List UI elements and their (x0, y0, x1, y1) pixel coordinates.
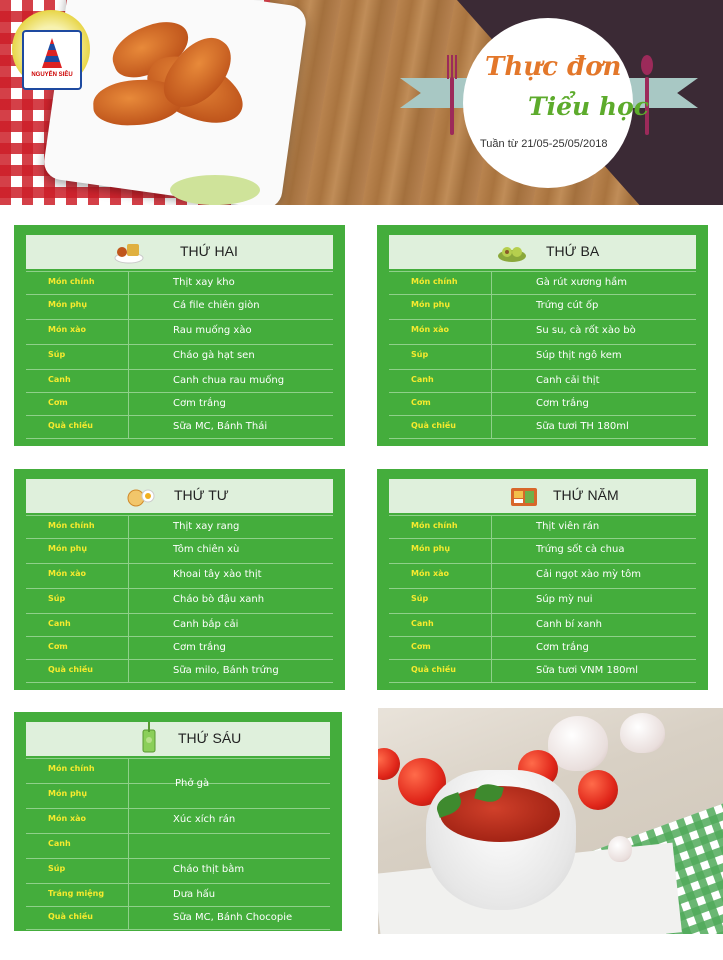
row-value: Sữa tươi VNM 180ml (536, 665, 639, 676)
row-label: Món chính (48, 521, 95, 530)
table-row (26, 613, 333, 636)
table-row (26, 392, 333, 415)
card-header (26, 479, 333, 513)
row-value: Cá file chiên giòn (173, 300, 260, 311)
garlic-image (620, 713, 665, 753)
table-row (389, 563, 696, 588)
tomato-image (378, 748, 400, 780)
table-row (26, 271, 333, 294)
menu-table (26, 515, 333, 683)
menu-card-thu (377, 469, 708, 690)
row-label: Tráng miệng (48, 889, 105, 898)
menu-table (389, 271, 696, 439)
row-value: Súp mỳ nui (536, 594, 593, 605)
row-value: Dưa hấu (173, 889, 216, 900)
row-label: Cơm (48, 398, 68, 407)
row-label: Súp (48, 350, 66, 359)
day-title: THỨ HAI (180, 243, 238, 259)
row-label: Quà chiều (411, 665, 456, 674)
table-row (389, 659, 696, 683)
day-title: THỨ NĂM (553, 487, 619, 503)
row-label: Quà chiều (48, 421, 93, 430)
table-row (389, 319, 696, 344)
row-label: Món phụ (411, 300, 451, 309)
smoothie-cup-icon (134, 722, 164, 754)
bento-box-icon (509, 484, 539, 508)
row-label: Món phụ (48, 544, 88, 553)
lime-slice-image (170, 175, 260, 205)
table-row (26, 319, 333, 344)
table-row (389, 613, 696, 636)
table-row (389, 344, 696, 369)
table-row (26, 808, 330, 833)
table-row (26, 563, 333, 588)
row-value: Sữa milo, Bánh trứng (173, 665, 279, 676)
menu-card-fri (14, 712, 342, 931)
row-label: Quà chiều (411, 421, 456, 430)
row-value: Sữa MC, Bánh Chocopie (173, 912, 293, 923)
table-row (389, 415, 696, 439)
row-label: Cơm (411, 642, 431, 651)
row-value: Cháo thịt bằm (173, 864, 245, 875)
row-value: Sữa MC, Bánh Thái (173, 421, 268, 432)
row-label: Cơm (48, 642, 68, 651)
row-label: Canh (48, 619, 71, 628)
menu-card-wed (14, 469, 345, 690)
row-value: Gà rút xương hầm (536, 277, 628, 288)
week-range: Tuần từ 21/05-25/05/2018 (480, 138, 608, 150)
row-value: Sữa tươi TH 180ml (536, 421, 629, 432)
row-label: Món xào (411, 569, 449, 578)
row-label: Món xào (48, 569, 86, 578)
table-row (26, 883, 330, 906)
row-label: Cơm (411, 398, 431, 407)
tomato-image (578, 770, 618, 810)
row-value: Tôm chiên xù (173, 544, 240, 555)
tower-icon (42, 38, 62, 68)
logo-text: NGUYỄN SIÊU (31, 72, 73, 78)
table-row (26, 833, 330, 858)
row-label: Món phụ (411, 544, 451, 553)
row-label: Canh (48, 375, 71, 384)
table-row (389, 538, 696, 563)
row-value: Rau muống xào (173, 325, 252, 336)
row-value: Súp thịt ngô kem (536, 350, 622, 361)
card-header (26, 722, 330, 756)
table-row (26, 636, 333, 659)
row-value: Canh chua rau muống (173, 375, 285, 386)
menu-table (26, 271, 333, 439)
tomato-sauce-photo (378, 708, 723, 934)
row-label: Canh (411, 619, 434, 628)
table-row (26, 344, 333, 369)
row-label: Món chính (411, 277, 458, 286)
row-value: Thịt xay rang (173, 521, 240, 532)
row-label: Món phụ (48, 300, 88, 309)
row-label: Súp (411, 350, 429, 359)
row-label: Món chính (411, 521, 458, 530)
menu-title: Thực đơn (485, 52, 622, 82)
table-row (26, 659, 333, 683)
row-label: Món chính (48, 764, 95, 773)
menu-table (389, 515, 696, 683)
header-banner (0, 0, 723, 205)
row-value: Canh bí xanh (536, 619, 602, 630)
table-row (26, 858, 330, 883)
fork-icon (447, 55, 457, 135)
table-row (26, 906, 330, 930)
table-row (389, 588, 696, 613)
row-label: Súp (411, 594, 429, 603)
table-row (389, 294, 696, 319)
row-label: Món phụ (48, 789, 88, 798)
school-logo (22, 30, 82, 90)
row-value: Cơm trắng (536, 642, 589, 653)
breakfast-icon (126, 484, 156, 508)
row-value: Xúc xích rán (173, 814, 236, 825)
card-header (389, 479, 696, 513)
row-label: Súp (48, 864, 66, 873)
food-plate-icon (114, 240, 144, 264)
table-row (389, 271, 696, 294)
table-row (26, 588, 333, 613)
menu-card-tue (377, 225, 708, 446)
table-row (389, 515, 696, 538)
table-row (389, 636, 696, 659)
table-row (26, 294, 333, 319)
avocado-dish-icon (497, 240, 527, 264)
row-value: Khoai tây xào thịt (173, 569, 262, 580)
row-label: Quà chiều (48, 912, 93, 921)
row-label: Quà chiều (48, 665, 93, 674)
merged-row-value: Phở gà (175, 778, 210, 789)
row-value: Cơm trắng (536, 398, 589, 409)
row-label: Món chính (48, 277, 95, 286)
row-value: Cháo gà hạt sen (173, 350, 255, 361)
row-value: Cải ngọt xào mỳ tôm (536, 569, 641, 580)
day-title: THỨ BA (546, 243, 600, 259)
row-label: Món xào (411, 325, 449, 334)
day-title: THỨ SÁU (178, 730, 242, 746)
menu-subtitle: Tiểu học (528, 92, 649, 121)
row-value: Thịt viên rán (536, 521, 600, 532)
garlic-clove-image (608, 836, 632, 862)
table-row (26, 515, 333, 538)
table-row (26, 538, 333, 563)
row-value: Trứng sốt cà chua (536, 544, 625, 555)
row-label: Món xào (48, 814, 86, 823)
row-value: Cơm trắng (173, 398, 226, 409)
table-row (389, 392, 696, 415)
row-value: Trứng cút ốp (536, 300, 599, 311)
row-label: Canh (48, 839, 71, 848)
day-title: THỨ TƯ (174, 487, 229, 503)
row-label: Súp (48, 594, 66, 603)
row-value: Cháo bò đậu xanh (173, 594, 265, 605)
row-value: Su su, cà rốt xào bò (536, 325, 636, 336)
table-row (26, 415, 333, 439)
row-value: Thịt xay kho (173, 277, 235, 288)
row-label: Món xào (48, 325, 86, 334)
table-row (26, 369, 333, 392)
row-value: Canh bắp cải (173, 619, 239, 630)
row-value: Canh cải thịt (536, 375, 600, 386)
table-row (389, 369, 696, 392)
row-label: Canh (411, 375, 434, 384)
card-header (389, 235, 696, 269)
menu-card-mon (14, 225, 345, 446)
row-value: Cơm trắng (173, 642, 226, 653)
card-header (26, 235, 333, 269)
